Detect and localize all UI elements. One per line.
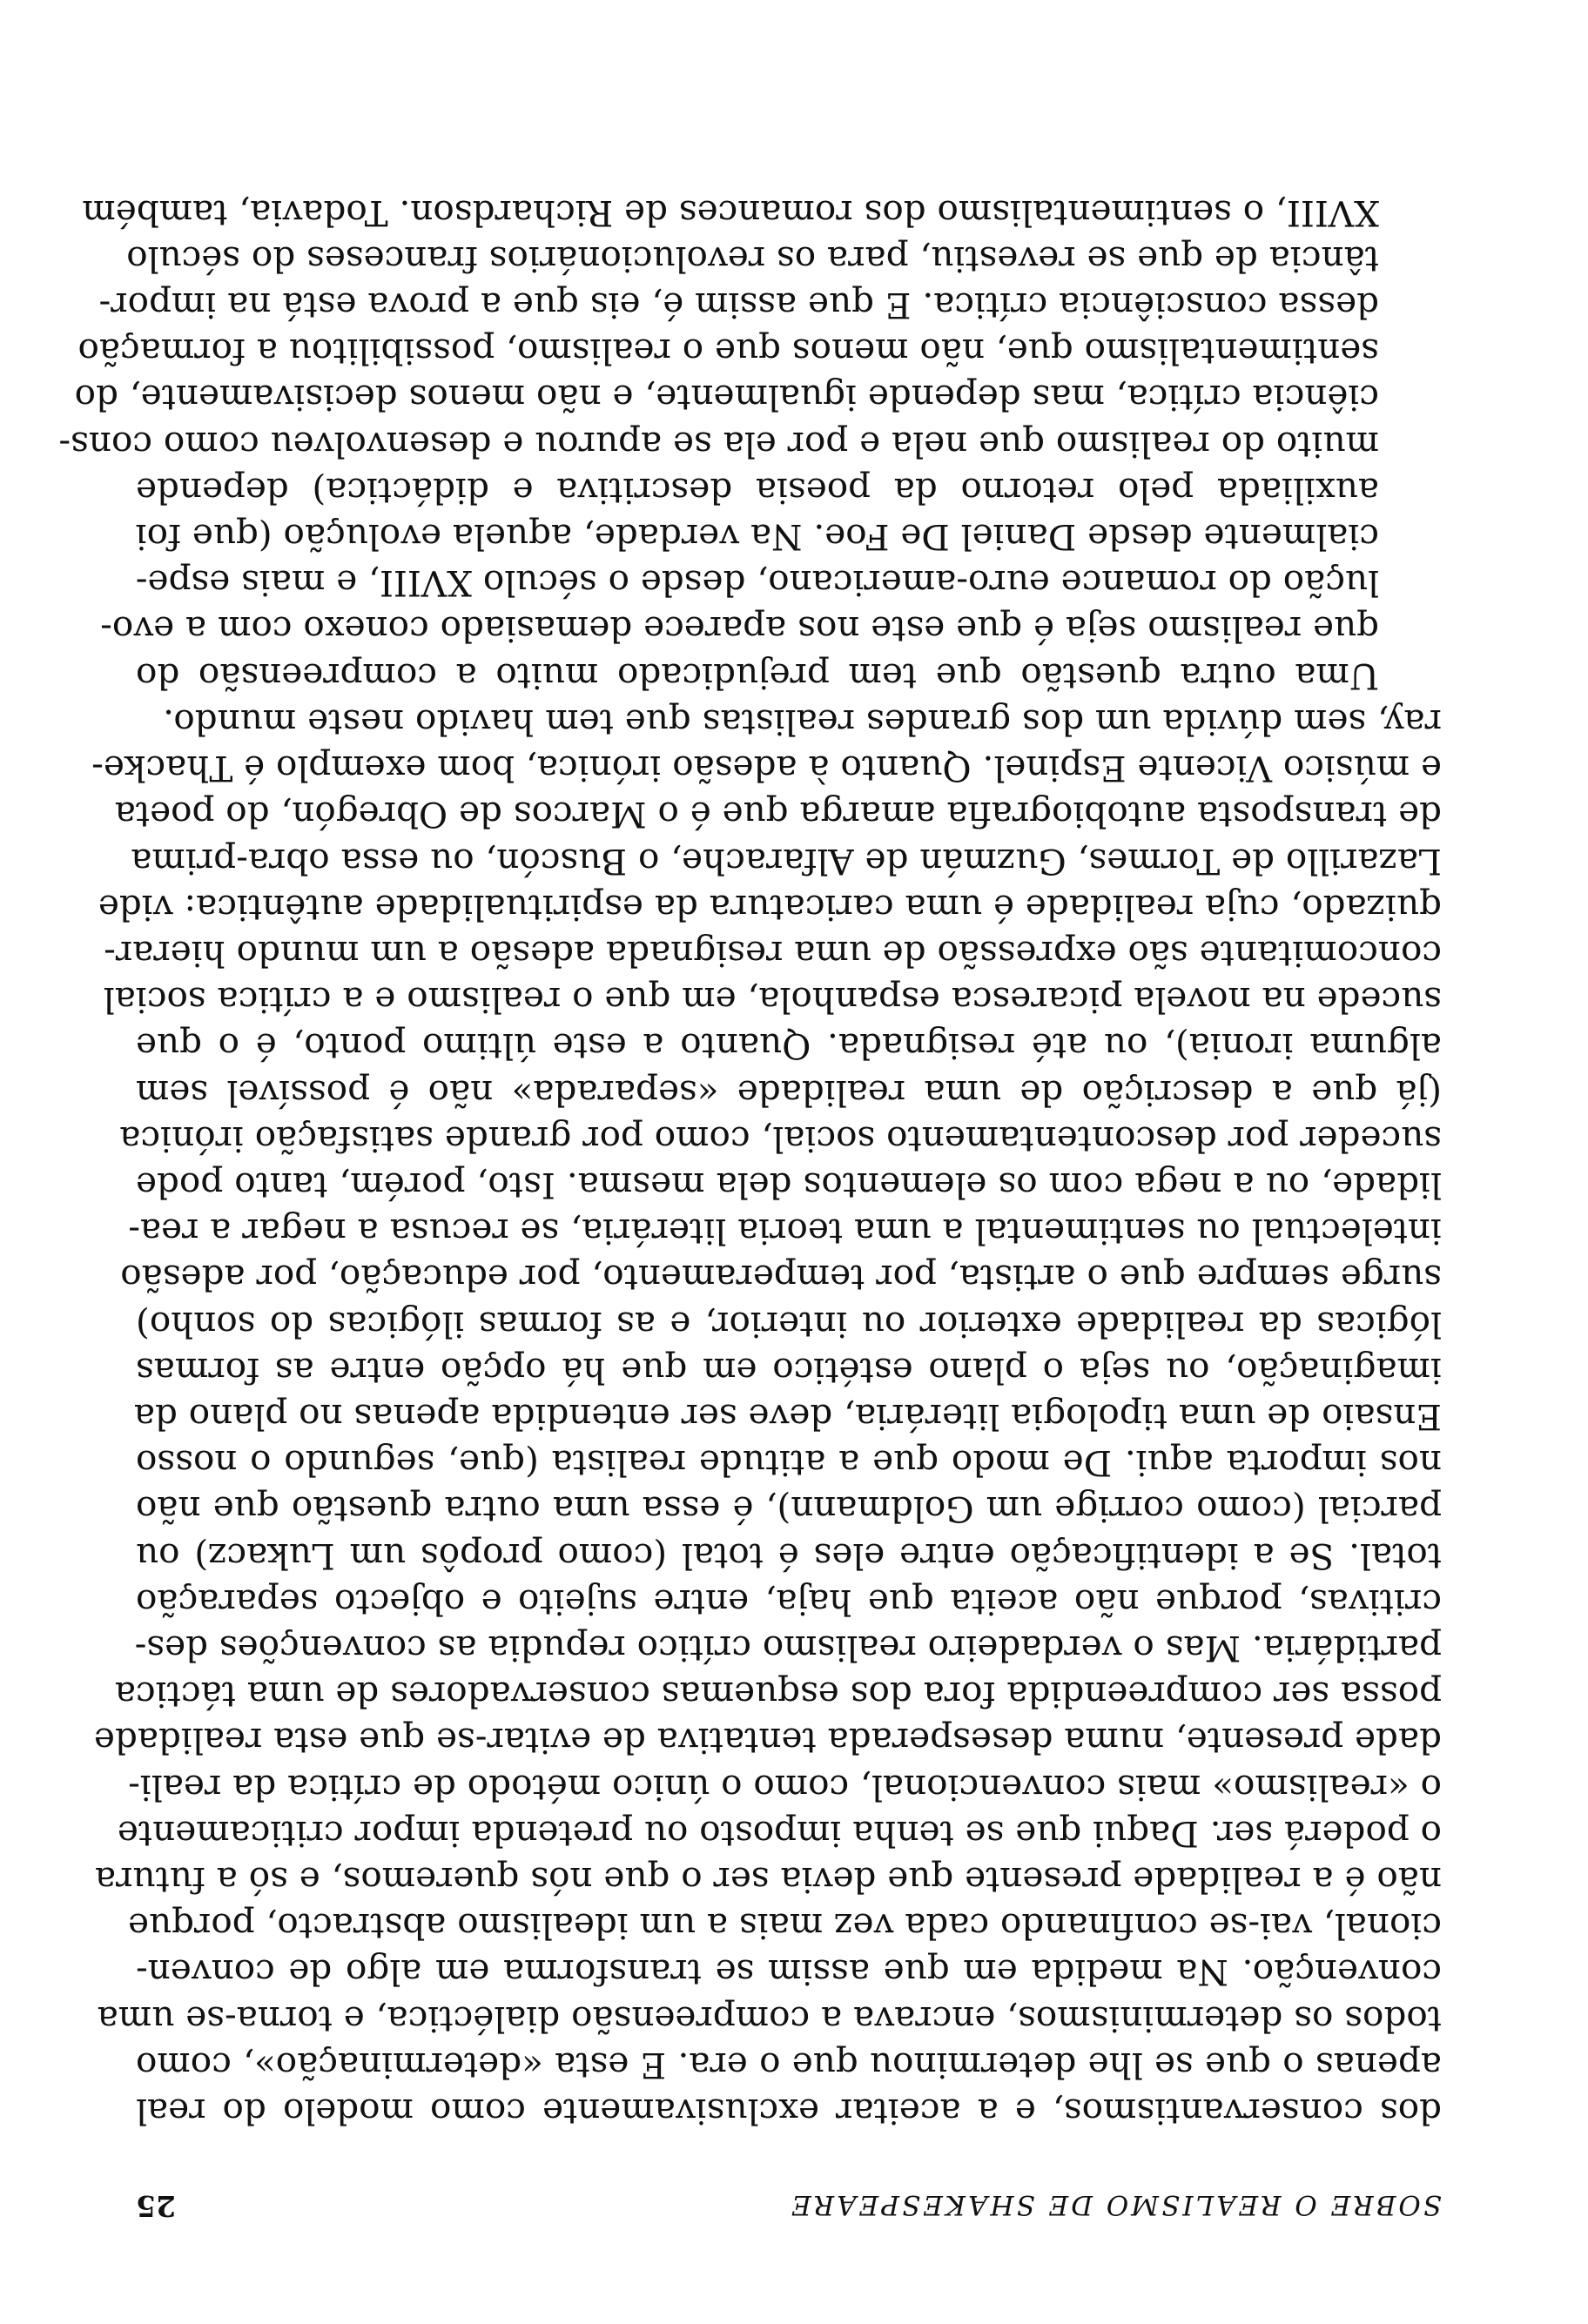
text-line: convenção. Na medida em que assim se transforma em algo de conven- [136,1951,1442,1994]
text-line: Uma outra questão que tem prejudicado muito a compreensão do [136,655,1379,697]
text-line: todos os determinismos, encrava a compreensão dialéctica, e torna-se uma [97,1998,1442,2040]
paragraph [91,699,1442,2134]
text-line: imaginação, ou seja o plano estético em que há opção entre as formas [136,1349,1442,1392]
text-line: auxiliada pelo retorno da poesia descritiva e didáctica) depende [136,469,1379,512]
text-line: partidária. Mas o verdadeiro realismo crítico repudia as convenções des- [134,1627,1442,1669]
body-text [58,189,1442,2134]
text-line: Lazarillo de Tormes, Guzmán de Alfarache, o Buscón, ou essa obra-prima [131,840,1442,883]
text-line: apenas o que se lhe determinou que o era. E esta «determinação», como [136,2044,1442,2086]
page-number: 25 [136,2189,176,2223]
text-line: concomitante são expressão de uma resignada adesão a um mundo hierar- [104,932,1442,975]
text-line: sucede na novela picaresca espanhola, em que o realismo e a crítica social [103,979,1442,1022]
text-line: XVIII, o sentimentalismo dos romances de Richardson. Todavia, também [82,191,1379,234]
text-line: lução do romance euro-americano, desde o século XVIII, e mais espe- [135,562,1379,605]
running-title: SOBRE O REALISMO DE SHAKESPEARE [789,2189,1442,2220]
text-line: nos importa aqui. De modo que a atitude realista (que, segundo o nosso [136,1442,1442,1485]
text-line: ray, sem dúvida um dos grandes realistas que tem havido neste mundo. [163,701,1442,743]
text-line: quizado, cuja realidade é uma caricatura da espiritualidade autêntica: vide [98,886,1442,929]
text-line: critivas, porque não aceita que haja, entre sujeito e objecto separação [136,1581,1442,1623]
text-line: (já que a descrição de uma realidade «separada» não é possível sem [136,1071,1442,1114]
text-line: total. Se a identificação entre eles é total (como propôs um Lukacz) ou [136,1535,1442,1577]
text-line: alguma ironia), ou até resignada. Quanto a este último ponto, é o que [136,1025,1442,1068]
text-line: de transposta autobiografia amarga que é o Marcos de Obregón, do poeta [114,794,1442,836]
text-line: muito do realismo que nela e por ela se apurou e desenvolveu como cons- [58,423,1379,466]
paragraph [58,189,1442,698]
text-line: intelectual ou sentimental a uma teoria literária, se recusa a negar a rea- [128,1211,1442,1253]
text-line: ciência crítica, mas depende igualmente, e não menos decisivamente, do [74,377,1379,420]
text-line: dessa consciência crítica. E que assim é, eis que a prova está na impor- [98,285,1379,327]
page-content [58,189,1442,2223]
text-line: tância de que se revestiu, para os revolucionários franceses do século [126,238,1379,280]
text-line: lidade, ou a nega com os elementos dela mesma. Isto, porém, tanto pode [136,1164,1442,1206]
text-line: parcial (como corrige um Goldmann), é essa uma outra questão que não [136,1488,1442,1531]
text-line: dos conservantismos, e a aceitar exclusivamente como modelo do real [136,2091,1442,2133]
text-line: possa ser compreendida fora dos esquemas conservadores de uma táctica [114,1674,1442,1716]
text-line: sentimentalismo que, não menos que o realismo, possibilitou a formação [77,331,1379,373]
text-line: e músico Vicente Espinel. Quanto à adesão irónica, bom exemplo é Thacke- [91,748,1442,790]
text-line: Ensaio de uma tipologia literária, deve ser entendida apenas no plano da [133,1395,1442,1438]
text-line: surge sempre que o artista, por temperamento, por educação, por adesão [120,1257,1442,1300]
running-header [136,2153,1442,2223]
text-line: que realismo seja é que este nos aparece demasiado conexo com a evo- [100,608,1379,651]
text-line: não é a realidade presente que devia ser o que nós queremos, e só a futura [94,1858,1442,1901]
text-line: o poderá ser. Daqui que se tenha imposto ou pretenda impor criticamente [117,1812,1442,1855]
text-line: suceder por descontentamento social, como por grande satisfação irónica [119,1118,1442,1160]
text-line: cional, vai-se confinando cada vez mais a um idealismo abstracto, porque [128,1905,1442,1948]
text-line: cialmente desde Daniel De Foe. Na verdade, aquela evolução (que foi [135,516,1379,559]
text-line: o «realismo» mais convencional, como o único método de crítica da reali- [128,1766,1442,1809]
text-line: lógicas da realidade exterior ou interior, e as formas ilógicas do sonho) [136,1303,1442,1346]
text-line: dade presente, numa desesperada tentativa de evitar-se que esta realidade [93,1720,1442,1763]
